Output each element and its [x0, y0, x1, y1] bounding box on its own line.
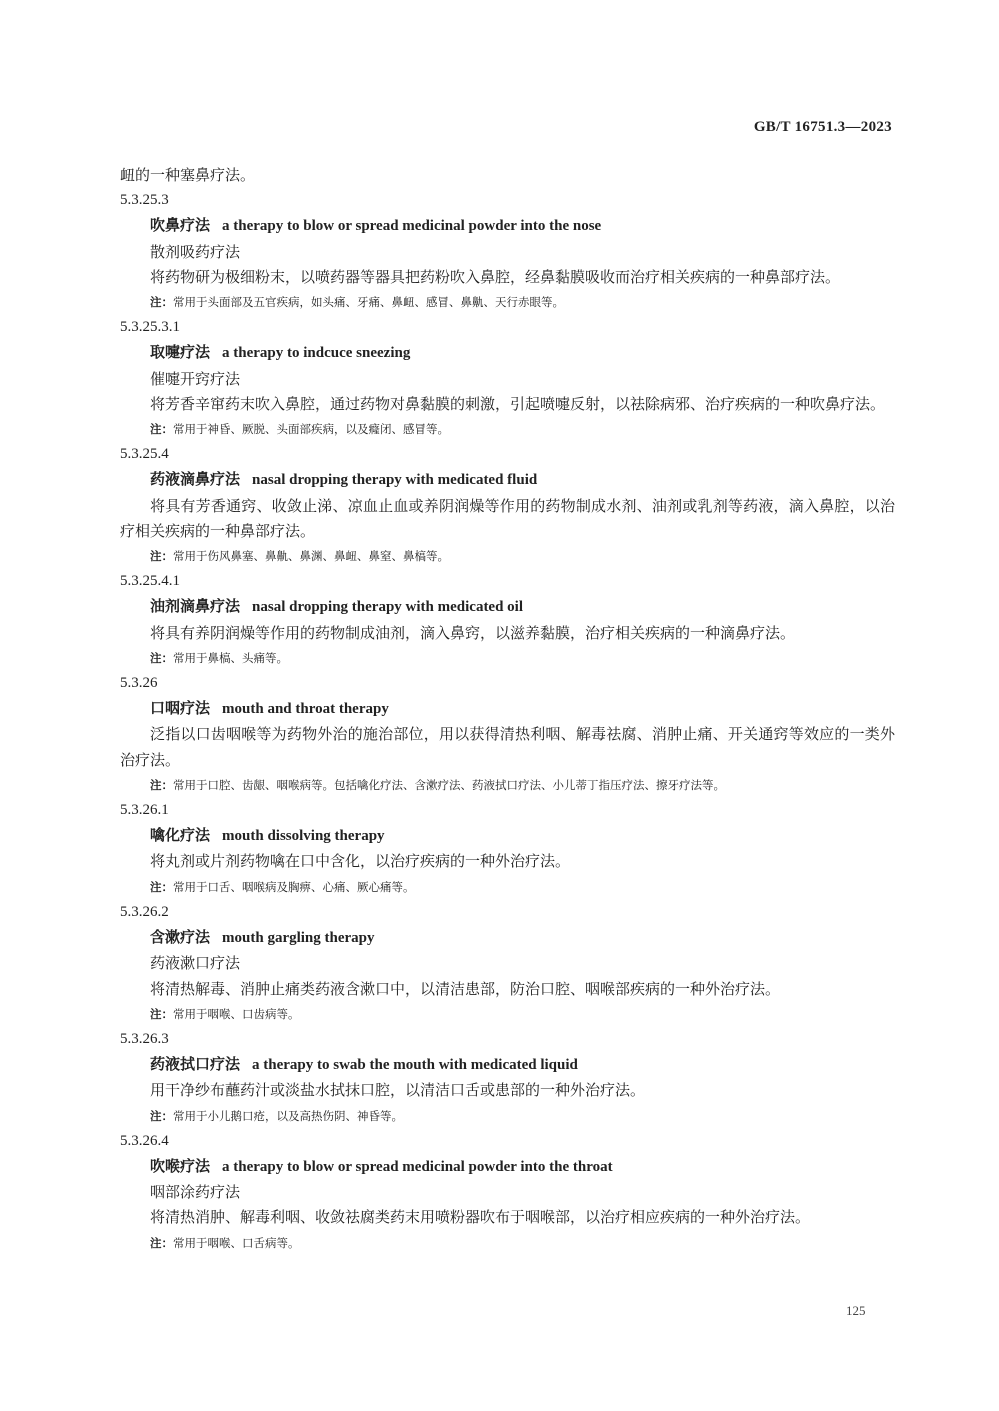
term-chinese: 吹鼻疗法 [150, 216, 211, 235]
term-line [120, 594, 895, 620]
term-chinese: 吹喉疗法 [150, 1156, 211, 1175]
entry-block [120, 1027, 895, 1129]
note-text: 常用于鼻槁、头痛等。 [173, 650, 288, 665]
term-synonym: 咽部涂药疗法 [150, 1183, 241, 1202]
note-label: 注： [150, 295, 173, 310]
note-text: 常用于咽喉、口齿病等。 [173, 1006, 300, 1021]
note-label: 注： [150, 879, 173, 894]
term-line [120, 340, 895, 366]
note-label: 注： [150, 1006, 173, 1021]
term-line [120, 1052, 895, 1078]
term-chinese: 含漱疗法 [150, 928, 211, 947]
term-note [120, 875, 895, 900]
entry-block [120, 188, 895, 315]
note-text: 常用于头面部及五官疾病，如头痛、牙痛、鼻衄、感冒、鼻鼽、天行赤眼等。 [173, 295, 564, 310]
term-synonym: 药液漱口疗法 [150, 954, 241, 973]
term-chinese: 口咽疗法 [150, 699, 211, 718]
entry-block [120, 900, 895, 1027]
clause-number: 5.3.26.4 [120, 1132, 169, 1149]
term-english: a therapy to blow or spread medicinal powder into the throat [222, 1158, 613, 1175]
term-line [120, 467, 895, 493]
term-english: nasal dropping therapy with medicated fluid [252, 472, 538, 489]
term-line [120, 1154, 895, 1180]
note-label: 注： [150, 777, 173, 792]
note-text: 常用于口舌、咽喉病及胸痹、心痛、厥心痛等。 [173, 879, 415, 894]
term-line [120, 925, 895, 951]
term-english: a therapy to indcuce sneezing [222, 345, 411, 362]
term-note [120, 1002, 895, 1027]
term-note [120, 290, 895, 315]
entry-block [120, 569, 895, 671]
term-note [120, 646, 895, 671]
term-english: nasal dropping therapy with medicated oil [252, 599, 524, 616]
note-text: 常用于伤风鼻塞、鼻鼽、鼻渊、鼻衄、鼻窒、鼻槁等。 [173, 549, 449, 564]
term-english: a therapy to swab the mouth with medicated liquid [252, 1057, 578, 1074]
term-note [120, 1104, 895, 1129]
term-chinese: 噙化疗法 [150, 826, 211, 845]
entry-block [120, 671, 895, 798]
term-definition: 用干净纱布蘸药汁或淡盐水拭抹口腔，以清洁口舌或患部的一种外治疗法。 [150, 1081, 646, 1100]
term-chinese: 药液滴鼻疗法 [150, 470, 241, 489]
term-note [120, 773, 895, 798]
term-definition: 将具有芳香通窍、收敛止涕、凉血止血或养阴润燥等作用的药物制成水剂、油剂或乳剂等药液，滴入鼻腔，以治疗相关疾病的一种鼻部疗法。 [120, 496, 895, 540]
term-synonym: 催嚏开窍疗法 [150, 369, 241, 388]
term-definition: 将清热消肿、解毒利咽、收敛祛腐类药末用喷粉器吹布于咽喉部，以治疗相应疾病的一种外治疗法。 [150, 1208, 811, 1227]
note-label: 注： [150, 1108, 173, 1123]
term-note [120, 544, 895, 569]
note-label: 注： [150, 650, 173, 665]
term-line [120, 213, 895, 239]
clause-number: 5.3.25.4.1 [120, 573, 180, 590]
entry-block [120, 798, 895, 900]
term-line [120, 696, 895, 722]
term-chinese: 药液拭口疗法 [150, 1055, 241, 1074]
term-definition: 将芳香辛窜药末吹入鼻腔，通过药物对鼻黏膜的刺激，引起喷嚏反射，以祛除病邪、治疗疾病的一种吹鼻疗法。 [150, 394, 886, 413]
entry-block [120, 442, 895, 569]
clause-number: 5.3.25.3.1 [120, 319, 180, 336]
standard-number: GB/T 16751.3—2023 [753, 119, 892, 135]
note-text: 常用于小儿鹅口疮，以及高热伤阴、神昏等。 [173, 1108, 403, 1123]
clause-number: 5.3.25.3 [120, 192, 169, 209]
note-text: 常用于神昏、厥脱、头面部疾病，以及癃闭、感冒等。 [173, 422, 449, 437]
term-note [120, 417, 895, 442]
note-text: 常用于咽喉、口舌病等。 [173, 1235, 300, 1250]
term-english: a therapy to blow or spread medicinal powder into the nose [222, 218, 602, 235]
term-line [120, 823, 895, 849]
page-content [120, 163, 895, 1256]
clause-number: 5.3.26.2 [120, 903, 169, 920]
term-definition: 将清热解毒、消肿止痛类药液含漱口中，以清洁患部，防治口腔、咽喉部疾病的一种外治疗法。 [150, 979, 781, 998]
term-english: mouth and throat therapy [222, 701, 389, 718]
entry-block [120, 315, 895, 442]
term-chinese: 取嚏疗法 [150, 343, 211, 362]
entry-block [120, 1129, 895, 1256]
clause-number: 5.3.26 [120, 675, 158, 692]
term-english: mouth dissolving therapy [222, 828, 385, 845]
term-english: mouth gargling therapy [222, 930, 375, 947]
note-label: 注： [150, 549, 173, 564]
term-definition: 将具有养阴润燥等作用的药物制成油剂，滴入鼻窍，以滋养黏膜，治疗相关疾病的一种滴鼻疗法。 [150, 623, 796, 642]
term-definition: 将药物研为极细粉末，以喷药器等器具把药粉吹入鼻腔，经鼻黏膜吸收而治疗相关疾病的一种鼻部疗法。 [150, 267, 841, 286]
clause-number: 5.3.26.1 [120, 802, 169, 819]
entries-list [120, 188, 895, 1256]
clause-number: 5.3.26.3 [120, 1030, 169, 1047]
continued-text: 衄的一种塞鼻疗法。 [120, 166, 256, 184]
term-chinese: 油剂滴鼻疗法 [150, 597, 241, 616]
page-number: 125 [846, 1303, 866, 1318]
term-definition: 泛指以口齿咽喉等为药物外治的施治部位，用以获得清热利咽、解毒祛腐、消肿止痛、开关通窍等效应的一类外治疗法。 [120, 725, 895, 769]
term-note [120, 1231, 895, 1256]
note-label: 注： [150, 1235, 173, 1250]
term-synonym: 散剂吸药疗法 [150, 242, 241, 261]
note-text: 常用于口腔、齿龈、咽喉病等。包括噙化疗法、含漱疗法、药液拭口疗法、小儿蒂丁指压疗法、擦牙疗法等。 [173, 777, 725, 792]
note-label: 注： [150, 422, 173, 437]
clause-number: 5.3.25.4 [120, 446, 169, 463]
term-definition: 将丸剂或片剂药物噙在口中含化，以治疗疾病的一种外治疗法。 [150, 852, 571, 871]
